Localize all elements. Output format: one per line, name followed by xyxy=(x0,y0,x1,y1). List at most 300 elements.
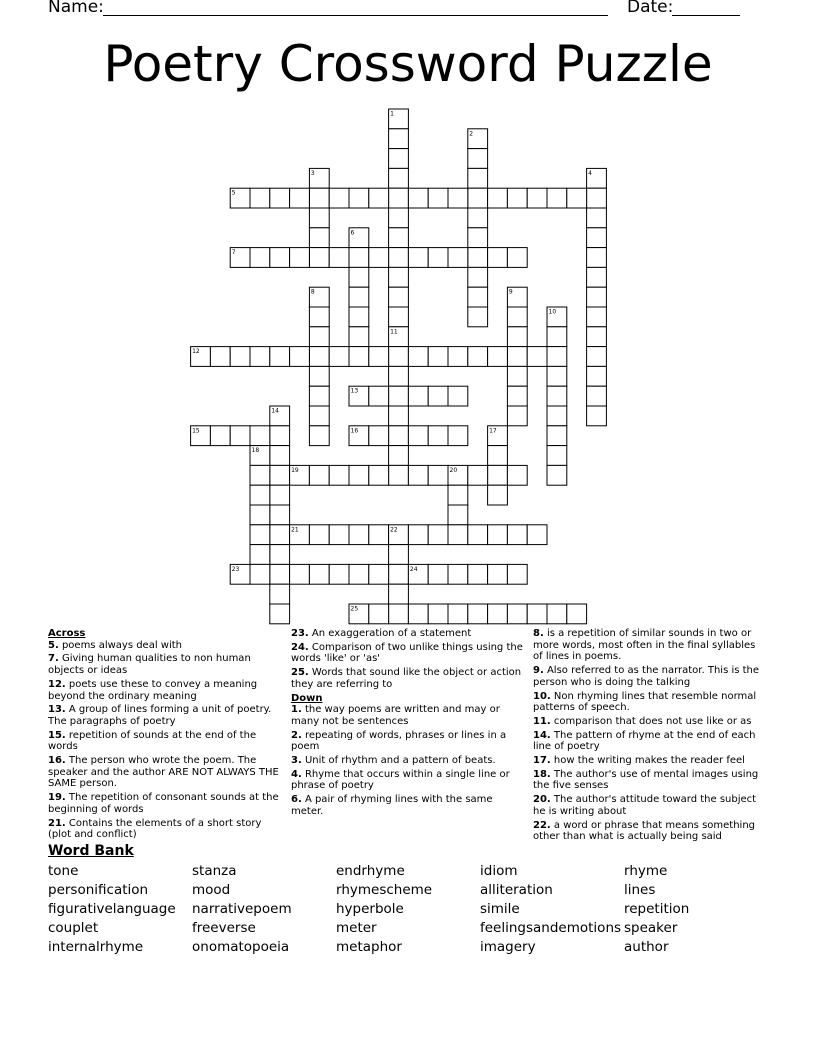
clue-number: 8 xyxy=(310,288,315,296)
clue-number: 23 xyxy=(231,565,240,573)
clue-number-label: 24. xyxy=(291,641,309,653)
grid-cell[interactable] xyxy=(448,525,468,545)
clue-number: 25 xyxy=(350,605,359,613)
grid-cell[interactable] xyxy=(389,584,409,604)
clue-number: 12 xyxy=(192,348,200,356)
grid-cell[interactable] xyxy=(527,604,547,624)
grid-cell[interactable] xyxy=(468,287,488,307)
grid-cell[interactable] xyxy=(488,446,508,466)
clue-text: repeating of words, phrases or lines in a poem xyxy=(291,729,507,753)
grid-cell[interactable] xyxy=(329,347,349,367)
clues-column-2 xyxy=(291,628,527,820)
clue-number: 14 xyxy=(271,407,279,415)
grid-cell[interactable] xyxy=(230,347,250,367)
clue-number-label: 4. xyxy=(291,768,302,780)
word-bank-item: idiom xyxy=(480,863,518,879)
grid-cell[interactable] xyxy=(507,406,527,426)
clue-number-label: 20. xyxy=(533,794,551,806)
grid-cell[interactable] xyxy=(369,465,389,485)
grid-cell[interactable] xyxy=(309,327,329,347)
grid-cell[interactable] xyxy=(389,386,409,406)
grid-cell[interactable] xyxy=(389,267,409,287)
grid-cell[interactable] xyxy=(389,188,409,208)
grid-cell[interactable] xyxy=(369,564,389,584)
grid-cell[interactable] xyxy=(507,248,527,268)
clue-item xyxy=(533,628,765,663)
grid-cell[interactable] xyxy=(408,347,428,367)
grid-cell[interactable] xyxy=(349,564,369,584)
word-bank-item: hyperbole xyxy=(336,901,404,917)
grid-cell[interactable] xyxy=(587,248,607,268)
grid-cell[interactable] xyxy=(369,386,389,406)
grid-cell[interactable] xyxy=(369,604,389,624)
word-bank-item: feelingsandemotions xyxy=(480,920,622,936)
clue-number-label: 11. xyxy=(533,715,551,727)
clue-number: 22 xyxy=(390,526,398,534)
grid-cell[interactable] xyxy=(547,347,567,367)
grid-cell[interactable] xyxy=(587,267,607,287)
grid-cell[interactable] xyxy=(309,564,329,584)
grid-cell[interactable] xyxy=(270,505,290,525)
clue-number: 6 xyxy=(350,229,355,237)
clue-item xyxy=(48,755,284,790)
grid-cell[interactable] xyxy=(389,604,409,624)
clue-item xyxy=(291,794,527,817)
grid-cell[interactable] xyxy=(587,307,607,327)
grid-cell[interactable] xyxy=(448,347,468,367)
clue-text: poets use these to convey a meaning beyond the ordinary meaning xyxy=(48,678,258,702)
grid-cell[interactable] xyxy=(468,465,488,485)
grid-cell[interactable] xyxy=(329,188,349,208)
word-bank-item: rhyme xyxy=(624,863,668,879)
clue-item xyxy=(291,755,527,767)
grid-cell[interactable] xyxy=(488,485,508,505)
grid-cell[interactable] xyxy=(270,525,290,545)
grid-cell[interactable] xyxy=(448,426,468,446)
word-bank-item: speaker xyxy=(624,920,678,936)
clue-number: 24 xyxy=(409,565,418,573)
word-bank-item: tone xyxy=(48,863,79,879)
clue-number: 3 xyxy=(310,169,315,177)
page-title: Poetry Crossword Puzzle xyxy=(103,35,713,93)
clue-item xyxy=(48,679,284,702)
grid-cell[interactable] xyxy=(270,564,290,584)
clue-number-label: 7. xyxy=(48,653,59,665)
grid-cell[interactable] xyxy=(389,366,409,386)
clue-item xyxy=(533,665,765,688)
grid-cell[interactable] xyxy=(270,604,290,624)
clue-text: repetition of sounds at the end of the words xyxy=(48,729,257,753)
word-bank-item: meter xyxy=(336,920,377,936)
grid-cell[interactable] xyxy=(587,228,607,248)
grid-cell[interactable] xyxy=(468,168,488,188)
clues-column-3 xyxy=(533,628,765,845)
word-bank-item: narrativepoem xyxy=(192,901,292,917)
grid-cell[interactable] xyxy=(567,604,587,624)
grid-cell[interactable] xyxy=(349,525,369,545)
grid-cell[interactable] xyxy=(507,564,527,584)
grid-cell[interactable] xyxy=(329,525,349,545)
grid-cell[interactable] xyxy=(587,406,607,426)
grid-cell[interactable] xyxy=(468,604,488,624)
grid-cell[interactable] xyxy=(408,426,428,446)
grid-cell[interactable] xyxy=(290,248,310,268)
grid-cell[interactable] xyxy=(389,564,409,584)
grid-cell[interactable] xyxy=(349,347,369,367)
clue-text: The author's attitude toward the subject he is writing about xyxy=(533,794,757,817)
grid-cell[interactable] xyxy=(527,347,547,367)
grid-cell[interactable] xyxy=(309,188,329,208)
clue-text: Also referred to as the narrator. This is the person who is doing the talking xyxy=(533,665,760,688)
clue-number-label: 16. xyxy=(48,755,66,767)
clue-number: 11 xyxy=(390,328,398,336)
word-bank-item: simile xyxy=(480,901,520,917)
clue-text: Words that sound like the object or action they are referring to xyxy=(291,667,522,690)
word-bank-item: stanza xyxy=(192,863,237,879)
grid-cell[interactable] xyxy=(290,188,310,208)
grid-cell[interactable] xyxy=(250,505,270,525)
grid-cell[interactable] xyxy=(547,386,567,406)
grid-cell[interactable] xyxy=(349,248,369,268)
grid-cell[interactable] xyxy=(448,485,468,505)
grid-cell[interactable] xyxy=(428,564,448,584)
grid-cell[interactable] xyxy=(329,248,349,268)
grid-cell[interactable] xyxy=(408,188,428,208)
grid-cell[interactable] xyxy=(389,129,409,149)
grid-cell[interactable] xyxy=(270,426,290,446)
grid-cell[interactable] xyxy=(507,188,527,208)
grid-cell[interactable] xyxy=(468,228,488,248)
grid-cell[interactable] xyxy=(408,604,428,624)
grid-cell[interactable] xyxy=(349,307,369,327)
grid-cell[interactable] xyxy=(309,248,329,268)
clue-number: 21 xyxy=(291,526,299,534)
grid-cell[interactable] xyxy=(468,347,488,367)
grid-cell[interactable] xyxy=(290,347,310,367)
grid-cell[interactable] xyxy=(270,465,290,485)
grid-cell[interactable] xyxy=(507,525,527,545)
grid-cell[interactable] xyxy=(468,307,488,327)
grid-cell[interactable] xyxy=(448,564,468,584)
grid-cell[interactable] xyxy=(488,347,508,367)
grid-cell[interactable] xyxy=(428,188,448,208)
grid-cell[interactable] xyxy=(349,327,369,347)
grid-cell[interactable] xyxy=(468,208,488,228)
grid-cell[interactable] xyxy=(369,426,389,446)
word-bank-item: imagery xyxy=(480,939,536,955)
clue-item xyxy=(291,769,527,792)
grid-cell[interactable] xyxy=(547,446,567,466)
clue-number-label: 5. xyxy=(48,639,59,651)
grid-cell[interactable] xyxy=(507,604,527,624)
clue-item xyxy=(291,704,527,727)
grid-cell[interactable] xyxy=(408,248,428,268)
grid-cell[interactable] xyxy=(428,426,448,446)
grid-cell[interactable] xyxy=(309,386,329,406)
grid-cell[interactable] xyxy=(448,505,468,525)
grid-cell[interactable] xyxy=(309,347,329,367)
grid-cell[interactable] xyxy=(468,188,488,208)
grid-cell[interactable] xyxy=(309,208,329,228)
grid-cell[interactable] xyxy=(270,188,290,208)
grid-cell[interactable] xyxy=(270,584,290,604)
grid-cell[interactable] xyxy=(587,366,607,386)
grid-cell[interactable] xyxy=(428,465,448,485)
grid-cell[interactable] xyxy=(547,406,567,426)
clue-text: Contains the elements of a short story (plot and conflict) xyxy=(48,817,262,841)
grid-cell[interactable] xyxy=(468,525,488,545)
grid-cell[interactable] xyxy=(567,188,587,208)
grid-cell[interactable] xyxy=(408,386,428,406)
grid-cell[interactable] xyxy=(389,545,409,565)
grid-cell[interactable] xyxy=(448,604,468,624)
grid-cell[interactable] xyxy=(507,327,527,347)
clue-text: how the writing makes the reader feel xyxy=(550,755,745,767)
clue-text: Comparison of two unlike things using the words 'like' or 'as' xyxy=(291,641,523,665)
clue-text: An exaggeration of a statement xyxy=(308,628,472,639)
clue-number: 15 xyxy=(192,427,200,435)
grid-cell[interactable] xyxy=(369,248,389,268)
clue-number-label: 12. xyxy=(48,678,66,690)
grid-cell[interactable] xyxy=(587,386,607,406)
word-bank-item: figurativelanguage xyxy=(48,901,176,917)
clue-number-label: 17. xyxy=(533,755,551,767)
grid-cell[interactable] xyxy=(587,208,607,228)
grid-cell[interactable] xyxy=(547,426,567,446)
clue-number: 5 xyxy=(231,189,236,197)
grid-cell[interactable] xyxy=(369,525,389,545)
grid-cell[interactable] xyxy=(389,347,409,367)
grid-cell[interactable] xyxy=(309,525,329,545)
word-bank-item: alliteration xyxy=(480,882,553,898)
grid-cell[interactable] xyxy=(468,564,488,584)
clue-item xyxy=(48,818,284,841)
clue-number-label: 9. xyxy=(533,665,544,677)
grid-cell[interactable] xyxy=(369,347,389,367)
word-bank-item: rhymescheme xyxy=(336,882,433,898)
grid-cell[interactable] xyxy=(349,465,369,485)
grid-cell[interactable] xyxy=(408,465,428,485)
grid-cell[interactable] xyxy=(389,307,409,327)
clue-text: The repetition of consonant sounds at the beginning of words xyxy=(48,792,279,815)
grid-cell[interactable] xyxy=(349,287,369,307)
grid-cell[interactable] xyxy=(389,149,409,169)
grid-cell[interactable] xyxy=(527,188,547,208)
clue-text: The person who wrote the poem. The speaker and the author ARE NOT ALWAYS THE SAME person. xyxy=(48,755,279,790)
grid-cell[interactable] xyxy=(488,525,508,545)
clue-number: 10 xyxy=(548,308,557,316)
grid-cell[interactable] xyxy=(428,604,448,624)
grid-cell[interactable] xyxy=(527,525,547,545)
grid-cell[interactable] xyxy=(369,188,389,208)
grid-cell[interactable] xyxy=(210,426,230,446)
grid-cell[interactable] xyxy=(428,525,448,545)
grid-cell[interactable] xyxy=(507,307,527,327)
clue-number-label: 23. xyxy=(291,628,309,639)
word-bank-title: Word Bank xyxy=(48,843,134,859)
grid-cell[interactable] xyxy=(448,248,468,268)
clue-number-label: 1. xyxy=(291,704,302,716)
clue-text: Unit of rhythm and a pattern of beats. xyxy=(301,755,496,767)
grid-cell[interactable] xyxy=(270,545,290,565)
grid-cell[interactable] xyxy=(210,347,230,367)
grid-cell[interactable] xyxy=(389,208,409,228)
word-bank-item: mood xyxy=(192,882,231,898)
grid-cell[interactable] xyxy=(389,228,409,248)
grid-cell[interactable] xyxy=(250,188,270,208)
word-bank-item: couplet xyxy=(48,920,99,936)
grid-cell[interactable] xyxy=(250,545,270,565)
clue-number-label: 19. xyxy=(48,792,66,804)
clues-column-1 xyxy=(48,628,284,843)
grid-cell[interactable] xyxy=(309,465,329,485)
clue-text: is a repetition of similar sounds in two or more words, most often in the final syllables of lines in poems. xyxy=(533,628,756,663)
clue-number-label: 10. xyxy=(533,690,551,702)
clue-text: Rhyme that occurs within a single line or phrase of poetry xyxy=(291,768,510,792)
grid-cell[interactable] xyxy=(389,465,409,485)
clue-text: A group of lines forming a unit of poetry. The paragraphs of poetry xyxy=(48,704,272,727)
grid-cell[interactable] xyxy=(250,248,270,268)
grid-cell[interactable] xyxy=(507,347,527,367)
down-heading: Down xyxy=(291,692,323,704)
clue-item xyxy=(533,716,765,728)
grid-cell[interactable] xyxy=(309,228,329,248)
grid-cell[interactable] xyxy=(428,386,448,406)
grid-cell[interactable] xyxy=(309,426,329,446)
grid-cell[interactable] xyxy=(270,248,290,268)
grid-cell[interactable] xyxy=(547,604,567,624)
clue-text: A pair of rhyming lines with the same meter. xyxy=(291,794,493,817)
grid-cell[interactable] xyxy=(547,188,567,208)
grid-cell[interactable] xyxy=(389,168,409,188)
grid-cell[interactable] xyxy=(250,426,270,446)
grid-cell[interactable] xyxy=(587,347,607,367)
date-label: Date: xyxy=(627,0,674,17)
grid-cell[interactable] xyxy=(389,446,409,466)
grid-cell[interactable] xyxy=(468,149,488,169)
grid-cell[interactable] xyxy=(428,347,448,367)
grid-cell[interactable] xyxy=(389,287,409,307)
grid-cell[interactable] xyxy=(587,188,607,208)
clue-number: 13 xyxy=(350,387,359,395)
grid-cell[interactable] xyxy=(587,287,607,307)
grid-cell[interactable] xyxy=(408,525,428,545)
grid-cell[interactable] xyxy=(468,248,488,268)
clue-number-label: 8. xyxy=(533,628,544,639)
clue-number-label: 3. xyxy=(291,755,302,767)
clue-number: 17 xyxy=(489,427,497,435)
grid-cell[interactable] xyxy=(329,564,349,584)
grid-cell[interactable] xyxy=(547,465,567,485)
word-bank-item: endrhyme xyxy=(336,863,405,879)
clue-item xyxy=(48,653,284,676)
grid-cell[interactable] xyxy=(547,327,567,347)
word-bank-item: onomatopoeia xyxy=(192,939,290,955)
grid-cell[interactable] xyxy=(428,248,448,268)
grid-cell[interactable] xyxy=(389,426,409,446)
word-bank-item: lines xyxy=(624,882,656,898)
grid-cell[interactable] xyxy=(488,564,508,584)
grid-cell[interactable] xyxy=(270,485,290,505)
grid-cell[interactable] xyxy=(230,426,250,446)
clue-item xyxy=(533,691,765,714)
word-bank-item: freeverse xyxy=(192,920,256,936)
clue-number: 16 xyxy=(350,427,359,435)
clue-item xyxy=(533,730,765,753)
grid-cell[interactable] xyxy=(250,525,270,545)
clue-number-label: 22. xyxy=(533,819,551,831)
grid-cell[interactable] xyxy=(290,564,310,584)
grid-cell[interactable] xyxy=(507,366,527,386)
grid-cell[interactable] xyxy=(270,347,290,367)
grid-cell[interactable] xyxy=(389,406,409,426)
grid-cell[interactable] xyxy=(349,188,369,208)
grid-cell[interactable] xyxy=(587,327,607,347)
clue-text: The author's use of mental images using the five senses xyxy=(533,768,759,792)
clue-item xyxy=(291,628,527,640)
grid-cell[interactable] xyxy=(468,267,488,287)
word-bank-item: repetition xyxy=(624,901,690,917)
grid-cell[interactable] xyxy=(349,267,369,287)
word-bank-item: internalrhyme xyxy=(48,939,144,955)
grid-cell[interactable] xyxy=(250,564,270,584)
grid-cell[interactable] xyxy=(488,248,508,268)
clue-number: 19 xyxy=(291,466,299,474)
grid-cell[interactable] xyxy=(389,248,409,268)
grid-cell[interactable] xyxy=(448,386,468,406)
grid-cell[interactable] xyxy=(250,485,270,505)
clue-text: comparison that does not use like or as xyxy=(550,715,752,727)
name-label: Name: xyxy=(48,0,104,17)
grid-cell[interactable] xyxy=(309,307,329,327)
clue-item xyxy=(291,730,527,753)
grid-cell[interactable] xyxy=(270,446,290,466)
clue-item xyxy=(533,755,765,767)
grid-cell[interactable] xyxy=(507,465,527,485)
clue-text: a word or phrase that means something other than what is actually being said xyxy=(533,819,756,843)
grid-cell[interactable] xyxy=(250,465,270,485)
grid-cell[interactable] xyxy=(250,347,270,367)
grid-cell[interactable] xyxy=(329,465,349,485)
grid-cell[interactable] xyxy=(547,366,567,386)
grid-cell[interactable] xyxy=(507,386,527,406)
clue-text: Non rhyming lines that resemble normal patterns of speech. xyxy=(533,690,757,714)
grid-cell[interactable] xyxy=(309,406,329,426)
clue-number-label: 6. xyxy=(291,794,302,806)
grid-cell[interactable] xyxy=(488,188,508,208)
clue-number: 7 xyxy=(231,249,236,257)
word-bank-item: metaphor xyxy=(336,939,402,955)
clue-number: 18 xyxy=(251,447,260,455)
clue-number: 9 xyxy=(508,288,513,296)
clue-number: 2 xyxy=(469,130,474,138)
clue-number-label: 14. xyxy=(533,729,551,741)
word-bank-item: author xyxy=(624,939,669,955)
grid-cell[interactable] xyxy=(488,465,508,485)
clue-number-label: 13. xyxy=(48,704,66,716)
clue-text: the way poems are written and may or many not be sentences xyxy=(291,704,500,727)
clue-number: 20 xyxy=(449,466,458,474)
grid-cell[interactable] xyxy=(488,604,508,624)
clue-item xyxy=(533,769,765,792)
clue-number-label: 15. xyxy=(48,729,66,741)
grid-cell[interactable] xyxy=(309,366,329,386)
clue-number-label: 2. xyxy=(291,729,302,741)
grid-cell[interactable] xyxy=(448,188,468,208)
clue-item xyxy=(533,820,765,843)
clue-text: Giving human qualities to non human objects or ideas xyxy=(48,653,251,677)
clue-item xyxy=(48,730,284,753)
